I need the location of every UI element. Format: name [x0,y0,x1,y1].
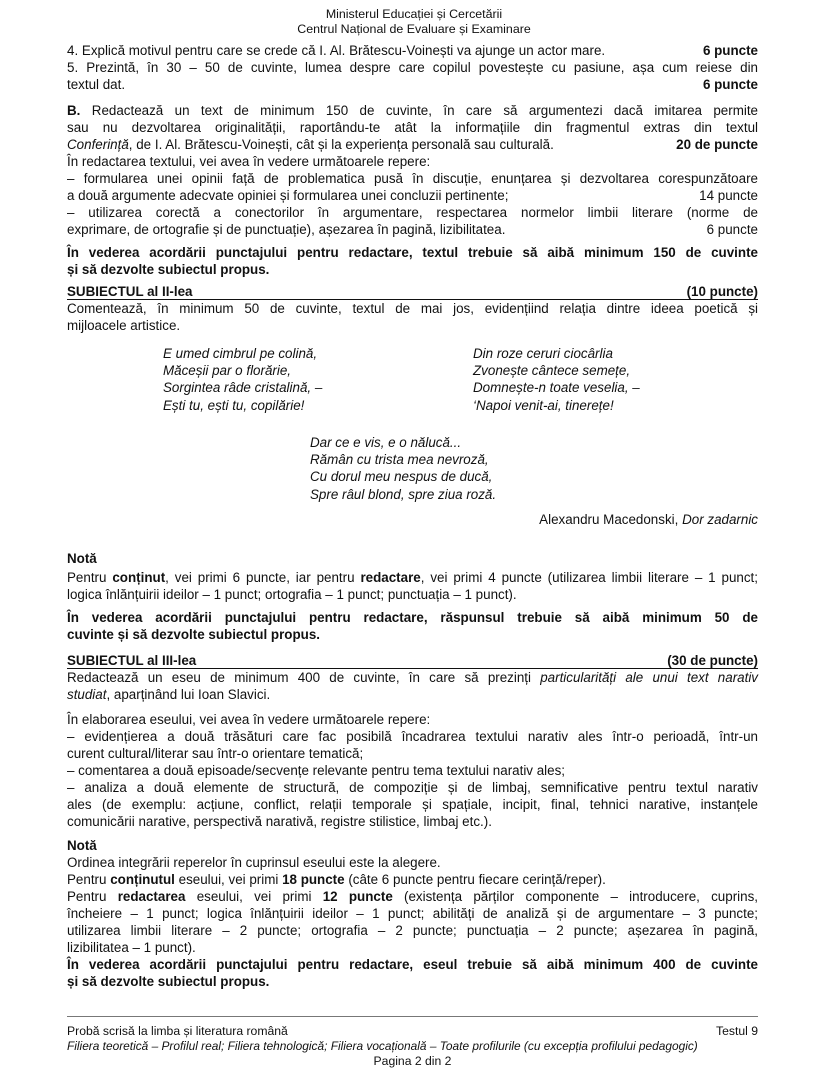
footer-exam-name: Probă scrisă la limba și literatura română [67,1024,288,1038]
nota-emphasis: conținut [112,570,166,585]
partB-points: 20 de puncte [676,137,758,152]
subiect-3-nota-5: utilizarea limbii literare – 2 puncte; ortografia – 2 puncte; punctuația – 2 puncte; așezarea în pagină, [67,923,758,938]
poem-line: E umed cimbrul pe colină, [163,346,318,361]
subiect-2-bold-note-2: cuvinte și să dezvolte subiectul propus. [67,627,320,642]
nota-text: , vei primi 6 puncte, iar pentru [165,570,361,585]
nota-text: eseului, vei primi [174,872,283,887]
subiect-3-repere-3c: comunicării narative, perspectivă narativă, registre stilistice, limbaj etc.). [67,814,492,829]
nota-text: (câte 6 puncte pentru fiecare cerință/reper). [344,872,606,887]
partB-line1-text: Redactează un text de minimum 150 de cuvinte, în care să argumentezi dacă imitarea permite [80,103,758,118]
subiect-3-requirement-1 [67,670,758,687]
partB-line3 [67,137,758,154]
partB-repere-1-points: 14 puncte [699,188,758,203]
poem-line: Zvonește cântece semețe, [473,363,631,379]
poem-author: Alexandru Macedonski, [539,512,683,527]
nota-emphasis: redactarea [117,889,186,904]
subiect-2-requirement-2: mijloacele artistice. [67,318,181,333]
nota-text: , vei primi 4 puncte (utilizarea limbii literare – 1 punct; [420,570,758,585]
poem-stanza-right [473,345,640,414]
question-5-points: 6 puncte [702,77,758,92]
partB-bold-note-2: și să dezvolte subiectul propus. [67,262,270,277]
poem-title: Dor zadarnic [682,512,758,527]
poem-line: Ești tu, ești tu, copilărie! [163,397,305,413]
partB-bold-note-1: În vederea acordării punctajului pentru redactare, textul trebuie să aibă minimum 150 de cuvinte [67,245,758,260]
subiect-3-repere-1b: curent cultural/literar sau într-o orientare tematică; [67,746,364,761]
nota-emphasis: conținutul [110,872,175,887]
partB-line1 [67,103,758,120]
footer-divider [67,1016,758,1017]
question-5-line2: textul dat. [67,77,126,92]
partB-repere-2a: – utilizarea corectă a conectorilor în argumentare, respectarea normelor limbii literare (norme de [67,205,758,220]
poem-stanza-left [163,345,322,414]
subiect-2-nota-title: Notă [67,551,97,566]
section-subiect-2-points: (10 puncte) [686,284,758,299]
subiect-3-nota-3 [67,889,758,906]
nota-text: Pentru [67,889,118,904]
footer-line1 [67,1024,758,1038]
subiect-2-requirement-1: Comentează, în minimum 50 de cuvinte, textul de mai jos, evidențiind relația dintre ideea poetică și [67,301,758,316]
nota-text: (existența părților componente – introducere, cuprins, [392,889,758,904]
requirement-text: Redactează un eseu de minimum 400 de cuvinte, în care să prezinți [67,670,541,685]
poem-line: Rămân cu trista mea nevroză, [310,452,489,468]
poem-line: Spre râul blond, spre ziua roză. [310,486,497,502]
nota-emphasis: redactare [360,570,421,585]
subiect-3-nota-2 [67,872,758,889]
question-4-points: 6 puncte [702,43,758,58]
poem-attribution [539,512,758,529]
nota-emphasis: 18 puncte [282,872,345,887]
subiect-3-nota-title: Notă [67,838,97,853]
footer-page-number: Pagina 2 din 2 [373,1054,452,1068]
partB-repere-1b: a două argumente adecvate opiniei și formularea unei concluzii pertinente; [67,188,509,203]
partB-repere-1a: – formularea unei opinii față de problematica pusă în discuție, enunțarea și dezvoltarea corespunzătoare [67,171,758,186]
poem-line: Dar ce e vis, e o nălucă... [310,435,462,450]
partB-repere-2-points: 6 puncte [706,222,758,237]
footer-test-number: Testul 9 [715,1024,758,1038]
subiect-3-bold-note-2: și să dezvolte subiectul propus. [67,974,270,989]
subiect-3-nota-1: Ordinea integrării reperelor în cuprinsul eseului este la alegere. [67,855,441,870]
poem-line: Domnește-n toate veselia, – [473,380,640,396]
subiect-2-bold-note-1: În vederea acordării punctajului pentru redactare, răspunsul trebuie să aibă minimum 50 de [67,610,758,625]
partB-line2: sau nu dezvoltarea originalității, raportându-te atât la informațiile din fragmentul extras din textul [67,120,758,135]
section-subiect-2-title: SUBIECTUL al II-lea [67,284,193,299]
section-subiect-3-heading [67,653,758,669]
header-center: Centrul Național de Evaluare și Examinare [297,22,531,36]
poem-line: ‘Napoi venit-ai, tinerețe! [473,397,614,413]
section-subiect-2-heading [67,284,758,300]
partB-line3-text: , de I. Al. Brătescu-Voinești, cât și la experiența personală sau culturală. [128,137,554,152]
subiect-3-repere-3a: – analiza a două elemente de structură, de compoziție și de limbaj, semnificative pentru textul narativ [67,780,758,795]
subiect-3-repere-intro: În elaborarea eseului, vei avea în vedere următoarele repere: [67,712,431,727]
poem-line: Sorgintea râde cristalină, – [163,380,323,396]
section-subiect-3-title: SUBIECTUL al III-lea [67,653,197,668]
subiect-3-nota-4: încheiere – 1 punct; logica înlănțuirii ideilor – 1 punct; abilități de analiză și de argumentare – 3 puncte; [67,906,758,921]
poem-stanza-center [310,434,496,503]
requirement-emphasis: studiat [67,687,107,702]
requirement-emphasis: particularități ale unui text narativ [540,670,758,685]
subiect-3-repere-3b: ales (de exemplu: acțiune, conflict, relații temporale și spațiale, incipit, final, tehnici narative, instanțele [67,797,758,812]
question-4: 4. Explică motivul pentru care se crede că I. Al. Brătescu-Voinești va ajunge un actor mare. [67,43,606,58]
question-5-line1: 5. Prezintă, în 30 – 50 de cuvinte, lumea despre care copilul povestește cu pasiune, așa cum reiese din [67,60,758,75]
nota-emphasis: 12 puncte [322,889,393,904]
subiect-3-bold-note-1: În vederea acordării punctajului pentru redactare, eseul trebuie să aibă minimum 400 de cuvinte [67,957,758,972]
nota-text: eseului, vei primi [185,889,323,904]
subiect-2-nota-line1 [67,570,758,587]
footer-filiera: Filiera teoretică – Profilul real; Filiera tehnologică; Filiera vocațională – Toate profilurile (cu excepția profilului pedagogic) [67,1039,698,1053]
subiect-3-repere-2: – comentarea a două episoade/secvențe relevante pentru tema textului narativ ales; [67,763,565,778]
poem-line: Cu dorul meu nespus de ducă, [310,469,493,485]
header-ministry: Ministerul Educației și Cercetării [325,7,503,21]
subiect-3-nota-6: lizibilitatea – 1 punct). [67,940,196,955]
nota-text: Pentru [67,872,111,887]
requirement-text: , aparținând lui Ioan Slavici. [106,687,271,702]
partB-work-title: Conferință [67,137,129,152]
subiect-3-requirement-2 [67,687,758,704]
subiect-2-nota-line2: logica înlănțuirii ideilor – 1 punct; ortografia – 1 punct; punctuația – 1 punct). [67,587,517,602]
partB-label: B. [67,103,81,118]
poem-line: Măceșii par o florărie, [163,363,292,379]
nota-text: Pentru [67,570,113,585]
poem-line: Din roze ceruri ciocârlia [473,346,613,361]
partB-repere-2b: exprimare, de ortografie și de punctuație), așezarea în pagină, lizibilitatea. [67,222,506,237]
section-subiect-3-points: (30 de puncte) [667,653,758,668]
partB-repere-intro: În redactarea textului, vei avea în vedere următoarele repere: [67,154,431,169]
subiect-3-repere-1a: – evidențierea a două trăsături care fac posibilă încadrarea textului narativ ales într-o perioadă, într-un [67,729,758,744]
